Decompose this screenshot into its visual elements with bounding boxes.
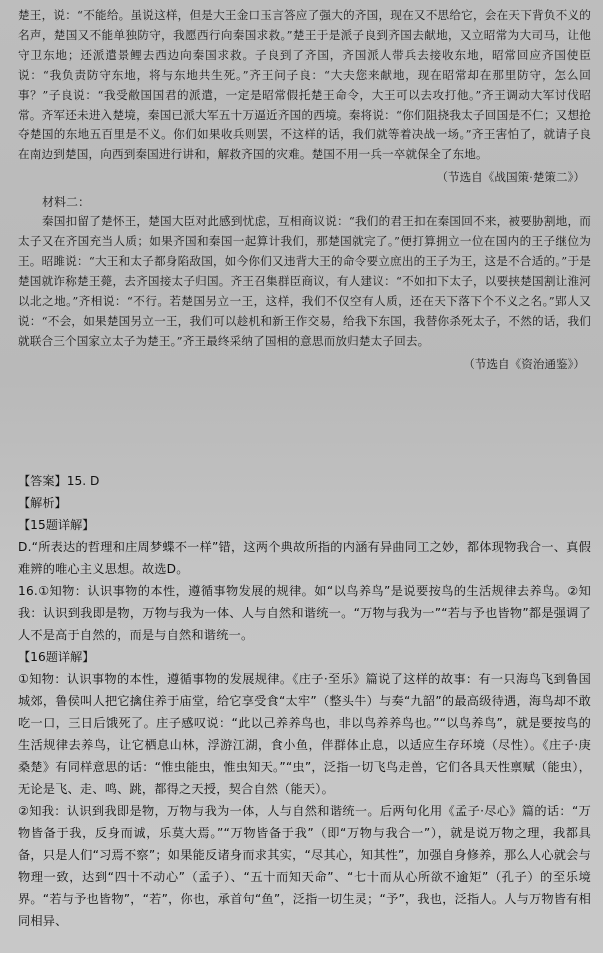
material1-source: （节选自《战国策·楚策二》） <box>436 170 585 185</box>
answer-line: 【答案】15. D <box>18 474 100 488</box>
material2-source: （节选自《资治通鉴》） <box>463 356 585 371</box>
q15-text: D.“所表达的哲理和庄周梦蝶不一样”错，这两个典故所指的内涵有异曲同工之妙，都体现物我合一、真假难辨的唯心主义思想。故选D。 <box>18 540 591 576</box>
material2-heading: 材料二： <box>42 195 91 210</box>
analysis-label: 【解析】 <box>18 496 67 510</box>
material1-paragraph: 楚王，说：“不能给。虽说这样，但是大王金口玉言答应了强大的齐国，现在又不思给它，会在天下背负不义的名声，楚国又不能单独防守，我愿西行向秦国求救。”楚王于是派子良到齐国去献地，又立昭常为大司马，让他守卫东地；还派遣景鲤去西边向秦国求救。子良到了齐国，齐国派人带兵去接收东地，昭常回应齐国使臣说：“我负责防守东地，将与东地共生死。”齐王问子良：“大夫您来献地，现在昭常却在那里防守，怎么回事？”子良说：“我受敝国国君的派遣，一定是昭常假托楚王命令，大王可以去攻打他。”齐王调动大军讨伐昭常。齐军还未进入楚境，秦国已派大军五十万逼近齐国的西境。秦将说：“你们阻挠我太子回国是不仁；又想抢夺楚国的东地五百里是不义。你们如果收兵则罢，不这样的话，我们就等着决战一场。”齐王害怕了，就请子良在南边到楚国，向西到秦国进行讲和，解救齐国的灾难。楚国不用一兵一卒就保全了东地。 <box>18 8 591 162</box>
q16-detail-1: ①知物：认识事物的本性，遵循事物的发展规律。《庄子·至乐》篇说了这样的故事：有一只海鸟飞到鲁国城郊，鲁侯叫人把它擒住养于庙堂，给它享受食“太牢”（整头牛）与奏“九韶”的最高级待遇，海鸟却不敢吃一口，三日后饿死了。庄子感叹说：“此以己养养鸟也，非以鸟养养鸟也。”“以鸟养鸟”，就是要按鸟的生活规律去养鸟，让它栖息山林，浮游江湖，食小鱼，伴群体止息，以适应生存环境（尽性）。《庄子·庚桑楚》有同样意思的话：“惟虫能虫，惟虫知天。”“虫”，泛指一切飞鸟走兽，它们各具天性禀赋（能虫），无论是飞、走、鸣、跳，都得之天授，契合自然（能天）。 <box>18 672 591 796</box>
reading-materials <box>18 6 591 378</box>
material2-paragraph: 秦国扣留了楚怀王，楚国大臣对此感到忧虑，互相商议说：“我们的君王扣在秦国回不来，被要胁割地，而太子又在齐国充当人质；如果齐国和秦国一起算计我们，那楚国就完了。”便打算拥立一位在国内的王子继位为王。昭雎说：“大王和太子都身陷敌国，如今你们又违背大王的命令要立庶出的王子为王，这是不合适的。”于是楚国就诈称楚王薨，去齐国接太子归国。齐王召集群臣商议，有人建议：“不如扣下太子，以要挟楚国割让淮河以北之地。”齐相说：“不行。若楚国另立一王，这样，我们不仅空有人质，还在天下落下个不义之名。”郢人又说：“不会，如果楚国另立一王，我们可以趁机和新王作交易，给我下东国，我替你杀死太子，不然的话，我们就联合三个国家立太子为楚王。”齐王最终采纳了国相的意思而放归楚太子回去。 <box>18 214 591 348</box>
q16-label: 【16题详解】 <box>18 650 95 664</box>
q16-detail-2: ②知我：认识到我即是物，万物与我为一体，人与自然和谐统一。后两句化用《孟子·尽心》篇的话：“万物皆备于我，反身而诚，乐莫大焉。”“万物皆备于我”（即“万物与我合一”），就是说万物之理，我都具备，只是人们“习焉不察”；如果能反诸身而求其实，“尽其心，知其性”，加强自身修养，那么人心就会与物理一致，达到“四十不动心”（孟子）、“五十而知天命”、“七十而从心所欲不逾矩”（孔子）的至乐境界。“若与予也皆物”，“若”，你也，承首句“鱼”，泛指一切生灵；“予”，我也，泛指人。人与万物皆有相同相异、 <box>18 804 591 928</box>
q15-label: 【15题详解】 <box>18 518 95 532</box>
answer-section <box>18 470 591 932</box>
q16-summary: 16.①知物：认识事物的本性，遵循事物发展的规律。如“以鸟养鸟”是说要按鸟的生活规律去养鸟。②知我：认识到我即是物，万物与我为一体、人与自然和谐统一。“万物与我为一”“若与予也皆物”都是强调了人不是高于自然的，而是与自然和谐统一。 <box>18 584 591 642</box>
